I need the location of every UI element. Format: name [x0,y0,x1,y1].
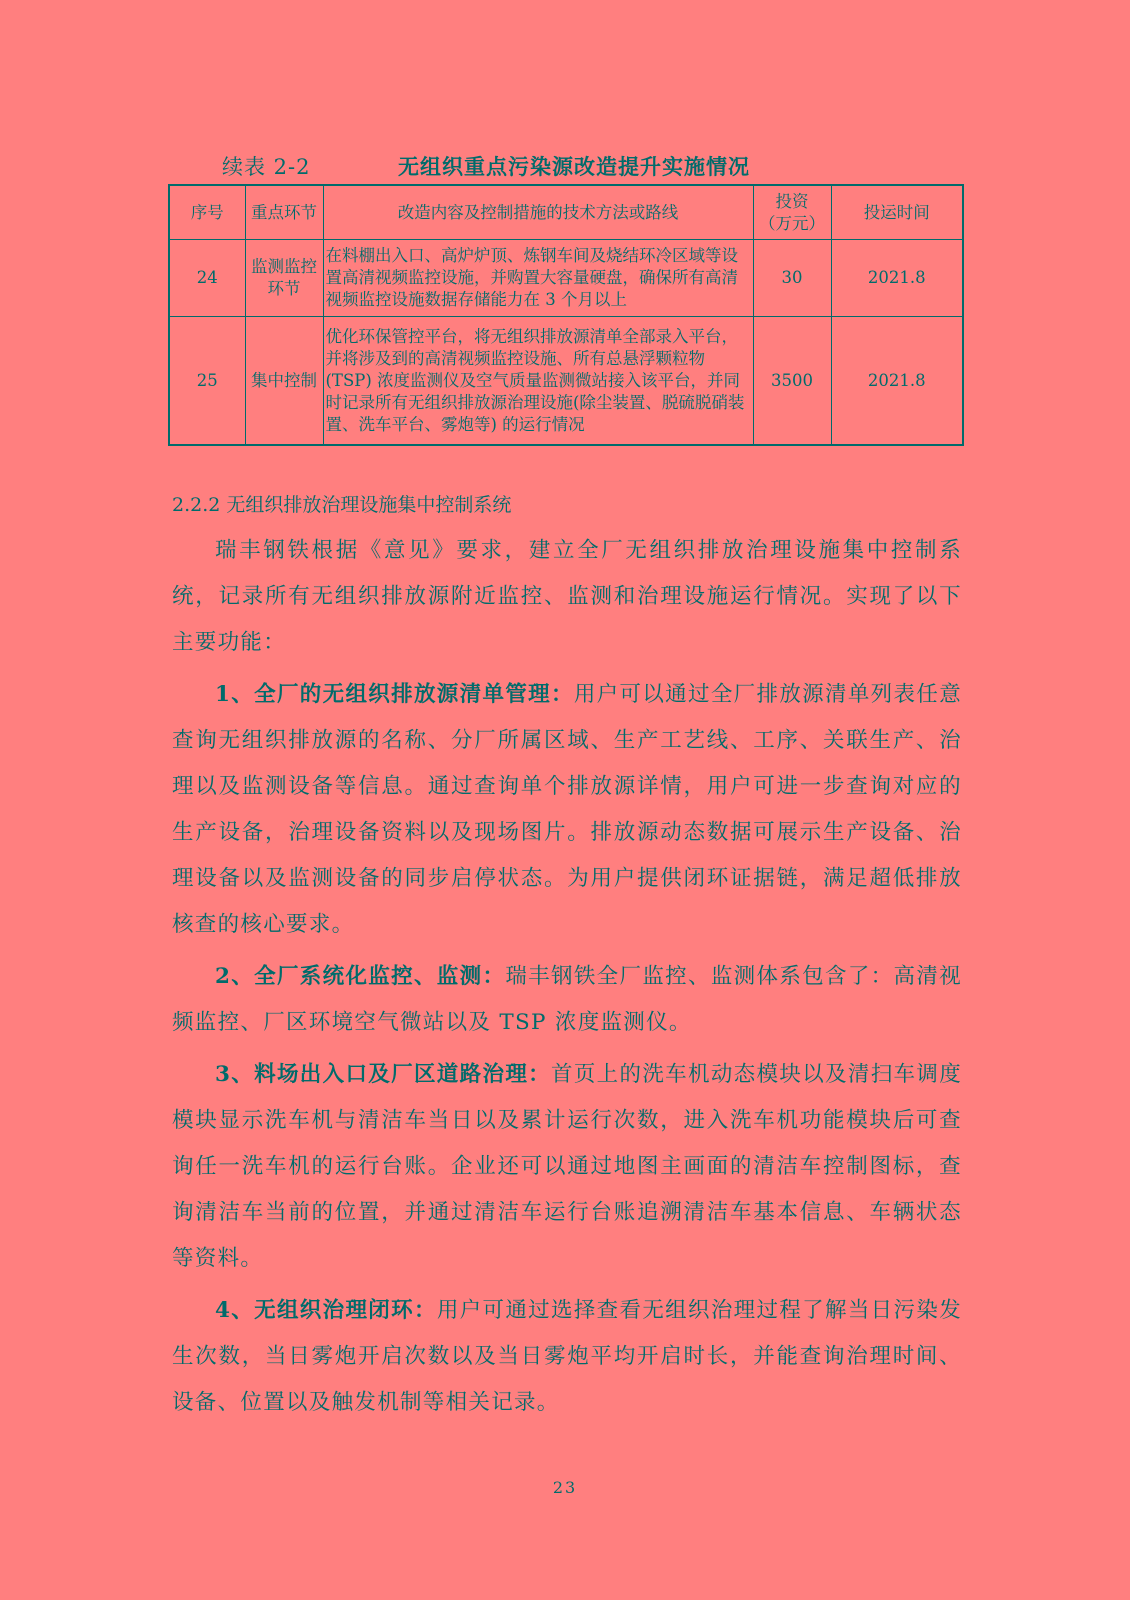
cell-content: 在料棚出入口、高炉炉顶、炼钢车间及烧结环冷区域等设置高清视频监控设施，并购置大容量硬盘，确保所有高清视频监控设施数据存储能力在 3 个月以上 [323,240,753,317]
cell-no: 24 [169,240,245,317]
function-item-4 [172,1288,962,1426]
header-investment [753,185,831,240]
function-text: 瑞丰钢铁全厂监控、监测体系包含了：高清视频监控、厂区环境空气微站以及 TSP 浓度监测仪。 [172,964,962,1035]
header-no: 序号 [169,185,245,240]
function-text: 首页上的洗车机动态模块以及清扫车调度模块显示洗车机与清洁车当日以及累计运行次数，进入洗车机功能模块后可查询任一洗车机的运行台账。企业还可以通过地图主画面的清洁车控制图标，查询清洁车当前的位置，并通过清洁车运行台账追溯清洁车基本信息、车辆状态等资料。 [172,1062,962,1271]
header-investment-line1: 投资 [775,191,809,211]
table-title: 无组织重点污染源改造提升实施情况 [398,154,750,179]
function-item-2 [172,954,962,1046]
table-number: 续表 2-2 [222,155,311,179]
page-number: 23 [552,1478,578,1497]
function-label: 1、全厂的无组织排放源清单管理： [215,682,574,707]
header-date: 投运时间 [831,185,963,240]
implementation-table [168,184,964,446]
cell-content: 优化环保管控平台，将无组织排放源清单全部录入平台，并将涉及到的高清视频监控设施、所有总悬浮颗粒物(TSP) 浓度监测仪及空气质量监测微站接入该平台，并同时记录所有无组织排放源治理设施(除尘装置、脱硫脱硝装置、洗车平台、雾炮等) 的运行情况 [323,317,753,446]
function-label: 3、料场出入口及厂区道路治理： [215,1062,551,1087]
table-header-row [169,185,963,240]
function-text: 用户可通过选择查看无组织治理过程了解当日污染发生次数，当日雾炮开启次数以及当日雾炮平均开启时长，并能查询治理时间、设备、位置以及触发机制等相关记录。 [172,1298,962,1415]
table-row [169,317,963,446]
intro-paragraph: 瑞丰钢铁根据《意见》要求，建立全厂无组织排放治理设施集中控制系统，记录所有无组织排放源附近监控、监测和治理设施运行情况。实现了以下主要功能： [172,538,962,655]
section-heading: 2.2.2 无组织排放治理设施集中控制系统 [172,494,512,516]
table-caption [222,150,962,184]
header-link: 重点环节 [245,185,323,240]
cell-link: 集中控制 [245,317,323,446]
cell-no: 25 [169,317,245,446]
function-text: 用户可以通过全厂排放源清单列表任意查询无组织排放源的名称、分厂所属区域、生产工艺线、工序、关联生产、治理以及监测设备等信息。通过查询单个排放源详情，用户可进一步查询对应的生产设备，治理设备资料以及现场图片。排放源动态数据可展示生产设备、治理设备以及监测设备的同步启停状态。为用户提供闭环证据链，满足超低排放核查的核心要求。 [172,682,962,937]
header-investment-line2: （万元） [759,213,825,233]
function-label: 4、无组织治理闭环： [215,1298,437,1323]
cell-date: 2021.8 [831,317,963,446]
header-content: 改造内容及控制措施的技术方法或路线 [323,185,753,240]
function-item-1 [172,672,962,948]
section-body [172,528,962,1426]
cell-investment: 30 [753,240,831,317]
table-row [169,240,963,317]
cell-investment: 3500 [753,317,831,446]
cell-date: 2021.8 [831,240,963,317]
function-item-3 [172,1052,962,1282]
function-label: 2、全厂系统化监控、监测： [215,964,506,989]
cell-link: 监测监控环节 [245,240,323,317]
